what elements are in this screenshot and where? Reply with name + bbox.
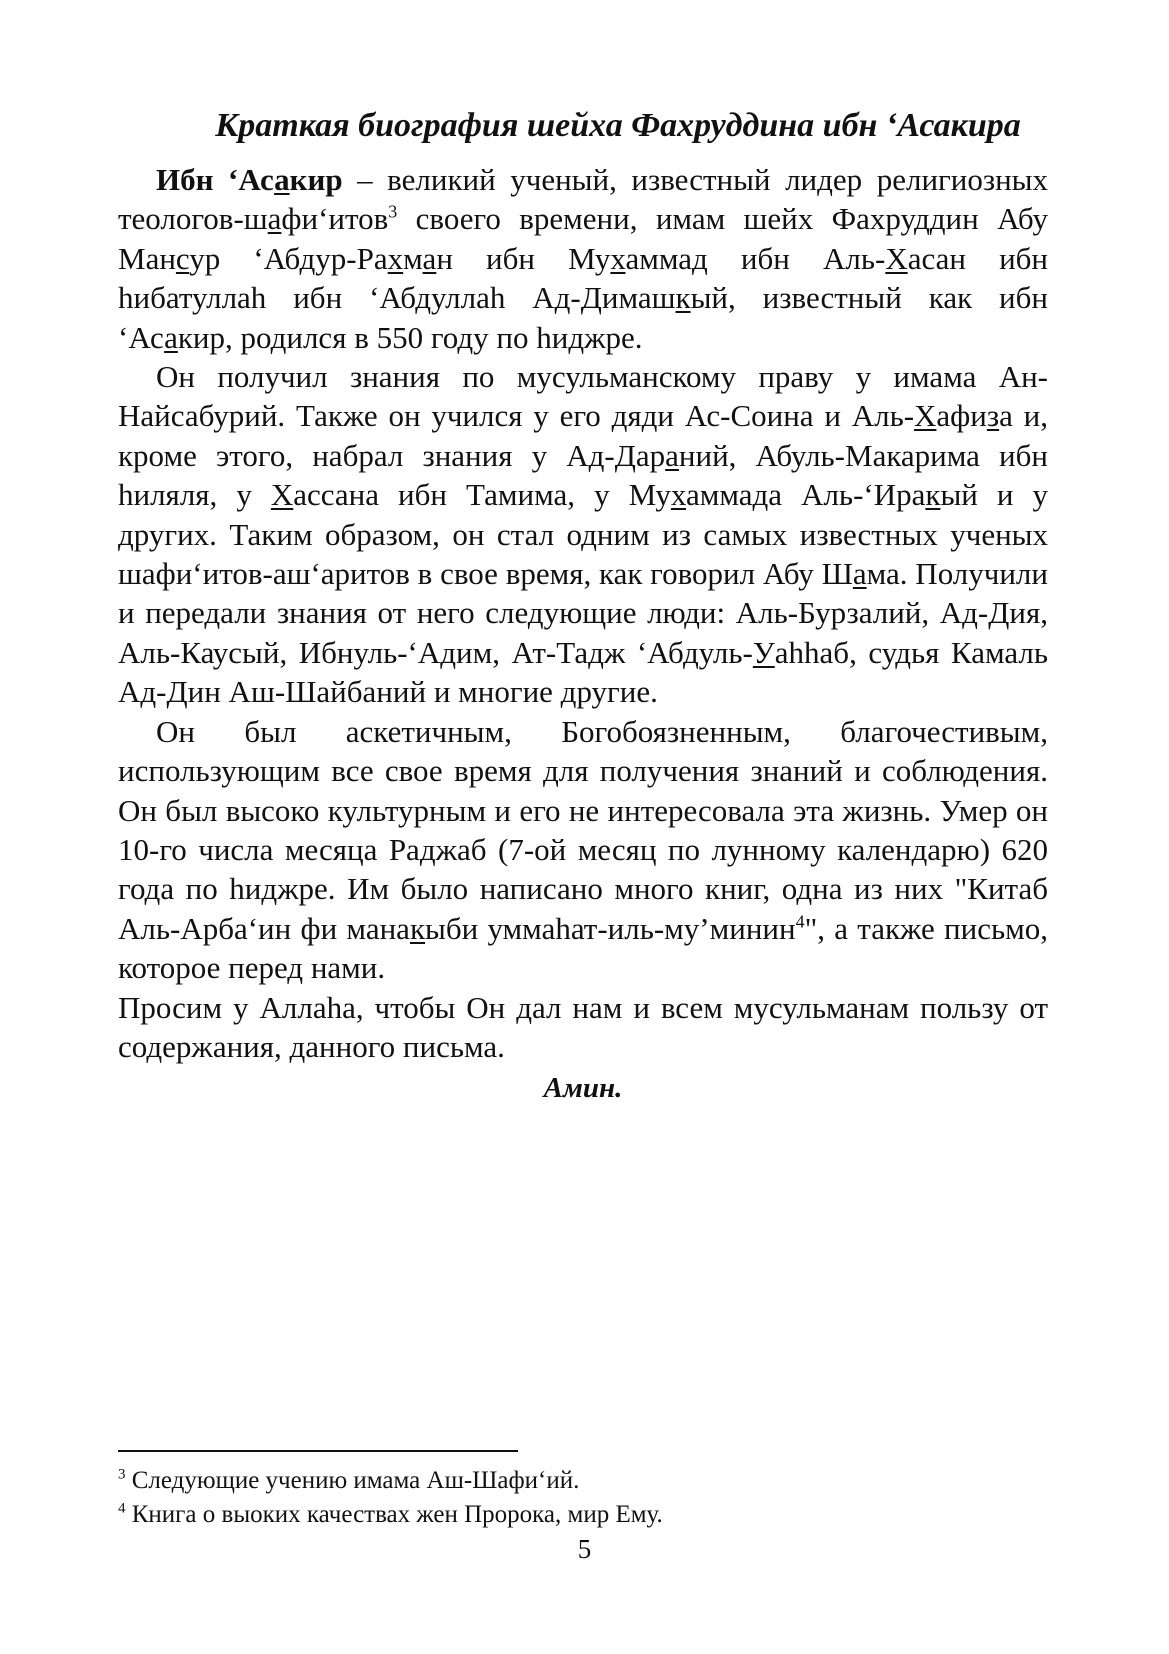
text-run: своего времени, имам шейх Фахруддин Абу Ман <box>118 201 1048 276</box>
underlined-letter: а <box>665 437 679 473</box>
text-run: н ибн Му <box>436 240 611 276</box>
underlined-letter: з <box>986 398 1000 434</box>
text-run: ыби уммаhат-иль-му’минин <box>425 910 796 946</box>
footnote-ref: 4 <box>795 911 805 932</box>
text-run: ассана ибн Тамима, у Му <box>293 477 671 513</box>
text-run: Он получил знания по мусульманскому праву у имама Ан-Найсабурий. Также он учился у его дяди Ас-Соина и Аль- <box>118 359 1048 434</box>
underlined-letter: с <box>175 240 190 276</box>
footnote-4 <box>118 1498 1048 1532</box>
underlined-letter: х <box>610 240 626 276</box>
text-run: аммад ибн Аль- <box>625 240 886 276</box>
underlined-letter: а <box>852 556 867 592</box>
underlined-letter: а <box>164 319 178 355</box>
text-run: асан ибн hибатуллаh ибн ‘Абдуллаh Ад-Димаш <box>118 240 1049 316</box>
underlined-letter: к <box>409 910 426 946</box>
text-run: Просим у Аллаhа, чтобы Он дал нам и всем мусульманам пользу от содержания, данного письма. <box>118 989 1048 1064</box>
text-run: кир <box>289 162 343 197</box>
page-content <box>118 104 1048 1108</box>
paragraph-teachers-students <box>118 357 1048 712</box>
footnote-3 <box>118 1464 1048 1498</box>
paragraph-supplication <box>118 988 1048 1067</box>
text-run: Ибн ‘Ас <box>156 162 275 197</box>
text-run: ", а также письмо, которое перед нами. <box>118 910 1048 986</box>
footnote-number: 3 <box>118 1466 126 1483</box>
paragraph-character-death <box>118 712 1048 988</box>
underlined-letter: к <box>675 280 691 316</box>
underlined-letter: х <box>670 477 686 513</box>
footnote-divider <box>118 1450 518 1452</box>
underlined-letter: а <box>274 162 290 197</box>
text-run: а и, кроме этого, набрал знания у Ад-Дар <box>118 398 1048 473</box>
text-run: – великий ученый, известный лидер религиозных теологов-ш <box>118 162 1048 237</box>
footnote-text: Книга о выоких качествах жен Пророка, мир Ему. <box>125 1501 663 1528</box>
text-run: аммада Аль-‘Ира <box>685 477 926 513</box>
text-run: ма. Получили и передали знания от него следующие люди: Аль-Бурзалий, Ад-Дия, Аль-Каусый, Ибнуль-‘Адим, Ат-Тадж ‘Абдуль- <box>118 556 1048 670</box>
footnote-ref: 3 <box>388 202 398 223</box>
footnotes <box>118 1464 1048 1532</box>
underlined-letter: х <box>387 240 404 276</box>
page-number: 5 <box>577 1534 592 1564</box>
page-title: Краткая биография шейха Фахруддина ибн ‘Асакира <box>215 107 1021 144</box>
underlined-letter: Х <box>270 477 294 513</box>
text-run: аhhаб, судья Камаль Ад-Дин Аш-Шайбаний и многие другие. <box>118 634 1048 710</box>
text-run: фи‘итов <box>281 201 389 237</box>
text-run: ый и у других. Таким образом, он стал одним из самых известных ученых шафи‘итов-аш‘аритов в свое время, как говорил Абу Ш <box>118 477 1048 592</box>
underlined-letter: Х <box>885 240 908 276</box>
paragraph-biography-intro <box>118 160 1048 357</box>
text-run: ний, Абуль-Макарима ибн hиляля, у <box>118 437 1049 513</box>
closing-amin: Амин. <box>543 1072 623 1105</box>
text-run: кир, родился в 550 году по hиджре. <box>177 319 643 355</box>
text-run: м <box>403 240 423 276</box>
text-run: ур ‘Абдур-Ра <box>189 240 388 276</box>
underlined-letter: а <box>267 201 282 237</box>
underlined-letter: а <box>422 240 437 276</box>
underlined-letter: Х <box>914 398 937 434</box>
text-run: афи <box>936 398 987 434</box>
underlined-letter: к <box>925 477 941 513</box>
text-run: Он был аскетичным, Богобоязненным, благочестивым, использующим все свое время для получения знаний и соблюдения. Он был высоко культурным и его не интересовала эта жизнь. Умер он 10-го числа месяца Раджаб (7-ой месяц по лунному календарю) 620 года по hиджре. Им было написано много книг, одна из них "Китаб Аль-Арба‘ин фи мана <box>118 713 1048 946</box>
underlined-letter: У <box>752 634 775 670</box>
footnote-text: Следующие учению имама Аш-Шафи‘ий. <box>125 1467 580 1494</box>
footnote-number: 4 <box>118 1500 126 1517</box>
text-run: ый, известный как ибн ‘Ас <box>118 280 1049 355</box>
